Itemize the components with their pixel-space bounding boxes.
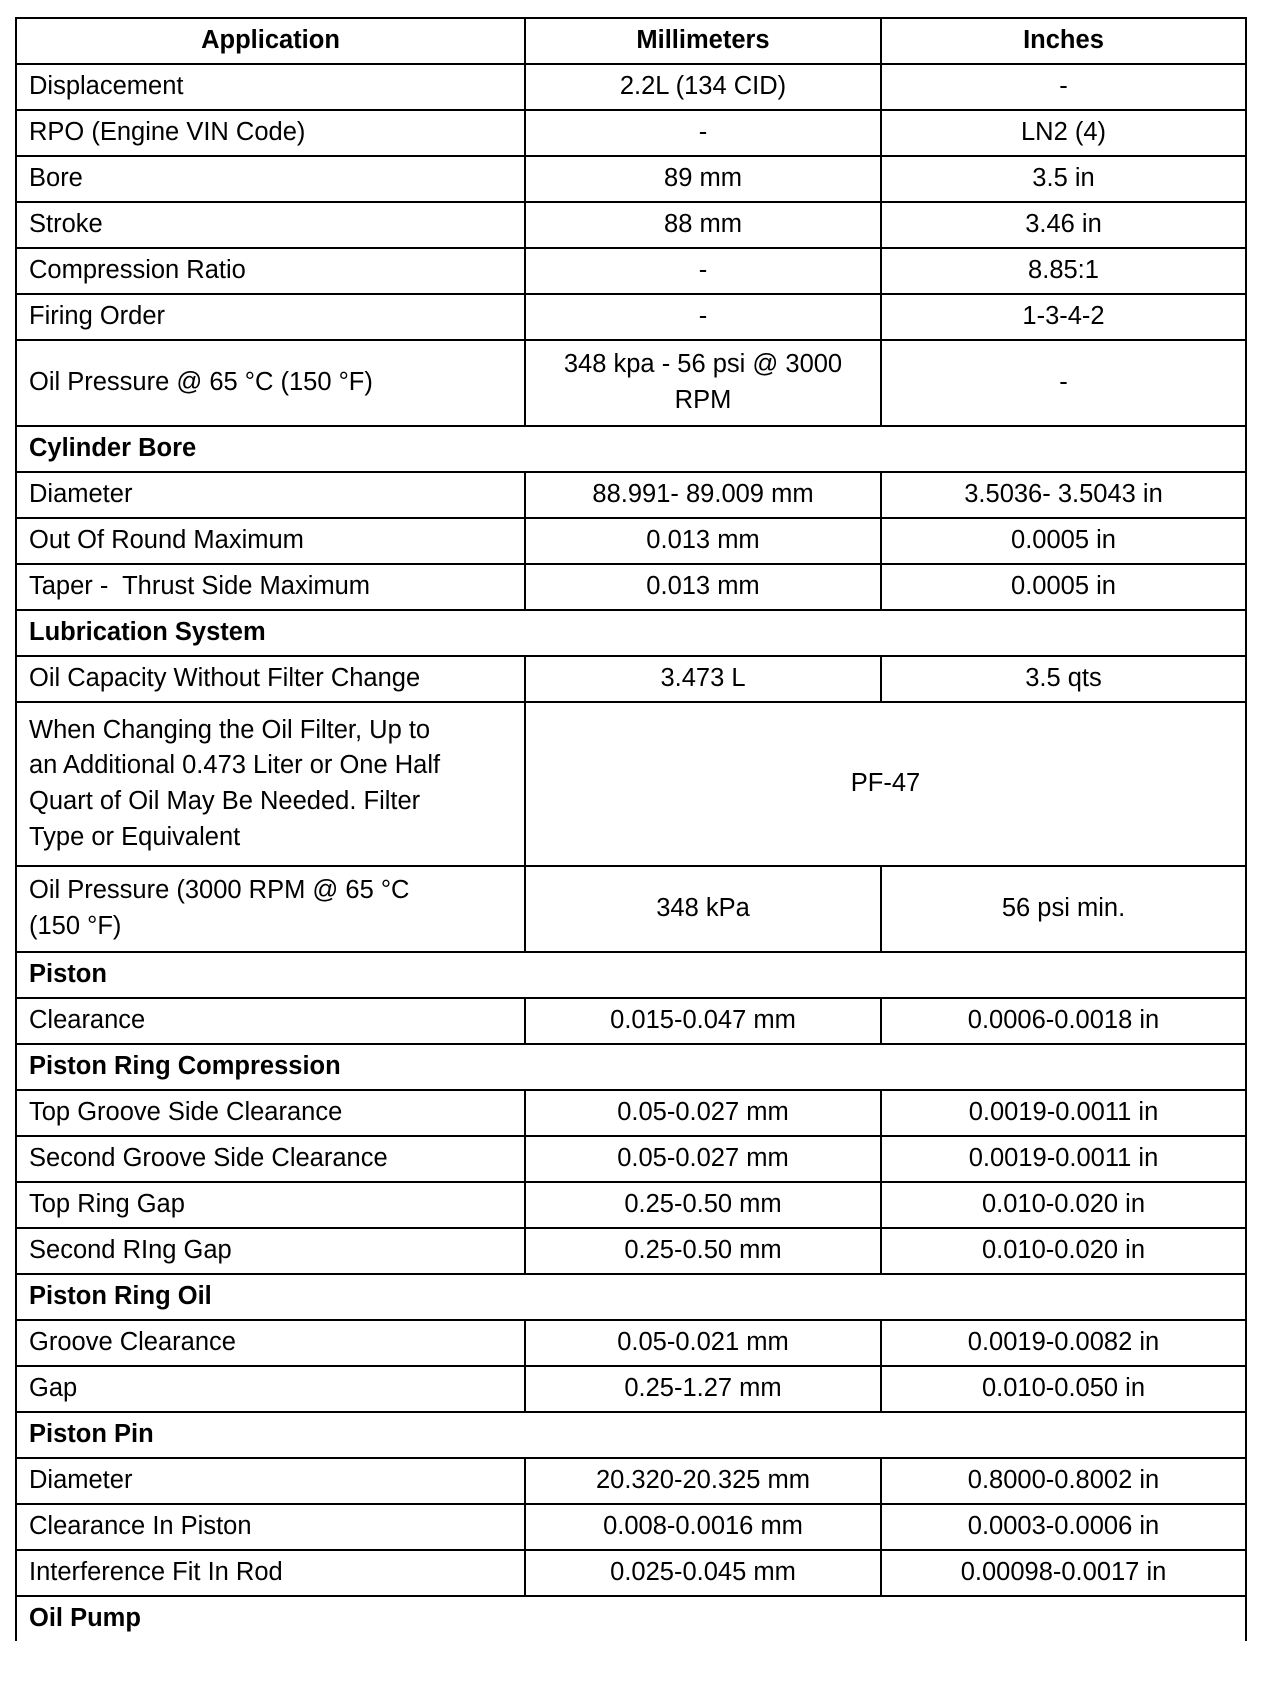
row-mm: 0.25-0.50 mm [525, 1182, 881, 1228]
row-in: 0.0005 in [881, 518, 1246, 564]
row-in: 0.0005 in [881, 564, 1246, 610]
header-inches: Inches [881, 18, 1246, 64]
row-mm: 0.05-0.021 mm [525, 1320, 881, 1366]
table-row [16, 202, 1246, 248]
table-row [16, 156, 1246, 202]
row-in: 3.5 qts [881, 656, 1246, 702]
row-in: 0.0019-0.0011 in [881, 1136, 1246, 1182]
row-label: Oil Capacity Without Filter Change [16, 656, 525, 702]
section-title: Piston Ring Oil [16, 1274, 1246, 1320]
table-row [16, 564, 1246, 610]
row-in: 0.0006-0.0018 in [881, 998, 1246, 1044]
row-in: 0.8000-0.8002 in [881, 1458, 1246, 1504]
row-label: Top Groove Side Clearance [16, 1090, 525, 1136]
row-in: 3.5036- 3.5043 in [881, 472, 1246, 518]
row-in: 0.010-0.020 in [881, 1228, 1246, 1274]
header-millimeters: Millimeters [525, 18, 881, 64]
row-mm: - [525, 294, 881, 340]
table-row [16, 1366, 1246, 1412]
row-in: 0.0003-0.0006 in [881, 1504, 1246, 1550]
section-row-oil-pump [16, 1596, 1246, 1641]
row-label: RPO (Engine VIN Code) [16, 110, 525, 156]
row-label: Taper - Thrust Side Maximum [16, 564, 525, 610]
row-in: 0.00098-0.0017 in [881, 1550, 1246, 1596]
row-in: 8.85:1 [881, 248, 1246, 294]
row-mm: 0.25-1.27 mm [525, 1366, 881, 1412]
row-label: Displacement [16, 64, 525, 110]
row-mm: 2.2L (134 CID) [525, 64, 881, 110]
header-application: Application [16, 18, 525, 64]
row-label: Oil Pressure @ 65 °C (150 °F) [16, 340, 525, 426]
row-label: Oil Pressure (3000 RPM @ 65 °C (150 °F) [16, 866, 525, 952]
table-row [16, 1320, 1246, 1366]
table-row [16, 518, 1246, 564]
row-label: Groove Clearance [16, 1320, 525, 1366]
row-in: 0.0019-0.0011 in [881, 1090, 1246, 1136]
section-title: Lubrication System [16, 610, 1246, 656]
row-mm: 0.008-0.0016 mm [525, 1504, 881, 1550]
row-label: Bore [16, 156, 525, 202]
row-mm: - [525, 248, 881, 294]
row-mm: 348 kpa - 56 psi @ 3000 RPM [525, 340, 881, 426]
row-mm: 0.013 mm [525, 564, 881, 610]
table-row [16, 1090, 1246, 1136]
section-title: Piston [16, 952, 1246, 998]
table-row [16, 866, 1246, 952]
table-row [16, 702, 1246, 866]
table-row [16, 1458, 1246, 1504]
table-row [16, 248, 1246, 294]
section-row-lubrication-system [16, 610, 1246, 656]
row-label: Top Ring Gap [16, 1182, 525, 1228]
section-title: Piston Ring Compression [16, 1044, 1246, 1090]
row-mm: 20.320-20.325 mm [525, 1458, 881, 1504]
row-label: Firing Order [16, 294, 525, 340]
table-row [16, 1136, 1246, 1182]
row-in: 3.5 in [881, 156, 1246, 202]
section-title: Cylinder Bore [16, 426, 1246, 472]
table-row [16, 110, 1246, 156]
row-mm: 348 kPa [525, 866, 881, 952]
section-row-piston [16, 952, 1246, 998]
section-row-piston-ring-oil [16, 1274, 1246, 1320]
row-in: 1-3-4-2 [881, 294, 1246, 340]
table-row [16, 294, 1246, 340]
table-row [16, 472, 1246, 518]
table-row [16, 340, 1246, 426]
row-label: Interference Fit In Rod [16, 1550, 525, 1596]
table-row [16, 1182, 1246, 1228]
row-mm: 0.05-0.027 mm [525, 1136, 881, 1182]
row-label: Diameter [16, 1458, 525, 1504]
table-row [16, 1504, 1246, 1550]
row-mm: 0.25-0.50 mm [525, 1228, 881, 1274]
row-label: Second RIng Gap [16, 1228, 525, 1274]
table-header-row [16, 18, 1246, 64]
table-row [16, 998, 1246, 1044]
row-mm: 3.473 L [525, 656, 881, 702]
row-label: Gap [16, 1366, 525, 1412]
row-label: When Changing the Oil Filter, Up to an Additional 0.473 Liter or One Half Quart of Oil May Be Needed. Filter Type or Equivalent [16, 702, 525, 866]
row-mm: 89 mm [525, 156, 881, 202]
row-mm: 88 mm [525, 202, 881, 248]
row-label: Stroke [16, 202, 525, 248]
row-mm: 0.025-0.045 mm [525, 1550, 881, 1596]
row-in: 0.010-0.050 in [881, 1366, 1246, 1412]
section-title: Piston Pin [16, 1412, 1246, 1458]
table-row [16, 1228, 1246, 1274]
row-in: 0.0019-0.0082 in [881, 1320, 1246, 1366]
section-row-piston-ring-compression [16, 1044, 1246, 1090]
row-in: 56 psi min. [881, 866, 1246, 952]
row-label: Clearance [16, 998, 525, 1044]
row-label: Clearance In Piston [16, 1504, 525, 1550]
row-in: - [881, 340, 1246, 426]
row-label: Second Groove Side Clearance [16, 1136, 525, 1182]
row-mm: 88.991- 89.009 mm [525, 472, 881, 518]
engine-spec-table [15, 17, 1247, 1641]
section-title: Oil Pump [16, 1596, 1246, 1641]
table-row [16, 64, 1246, 110]
row-mm: 0.015-0.047 mm [525, 998, 881, 1044]
section-row-piston-pin [16, 1412, 1246, 1458]
row-in: - [881, 64, 1246, 110]
row-mm: 0.05-0.027 mm [525, 1090, 881, 1136]
row-label: Compression Ratio [16, 248, 525, 294]
row-in: 3.46 in [881, 202, 1246, 248]
row-merged-value: PF-47 [525, 702, 1246, 866]
row-mm: 0.013 mm [525, 518, 881, 564]
section-row-cylinder-bore [16, 426, 1246, 472]
row-mm: - [525, 110, 881, 156]
row-label: Out Of Round Maximum [16, 518, 525, 564]
table-row [16, 1550, 1246, 1596]
row-in: 0.010-0.020 in [881, 1182, 1246, 1228]
row-in: LN2 (4) [881, 110, 1246, 156]
row-label: Diameter [16, 472, 525, 518]
table-row [16, 656, 1246, 702]
